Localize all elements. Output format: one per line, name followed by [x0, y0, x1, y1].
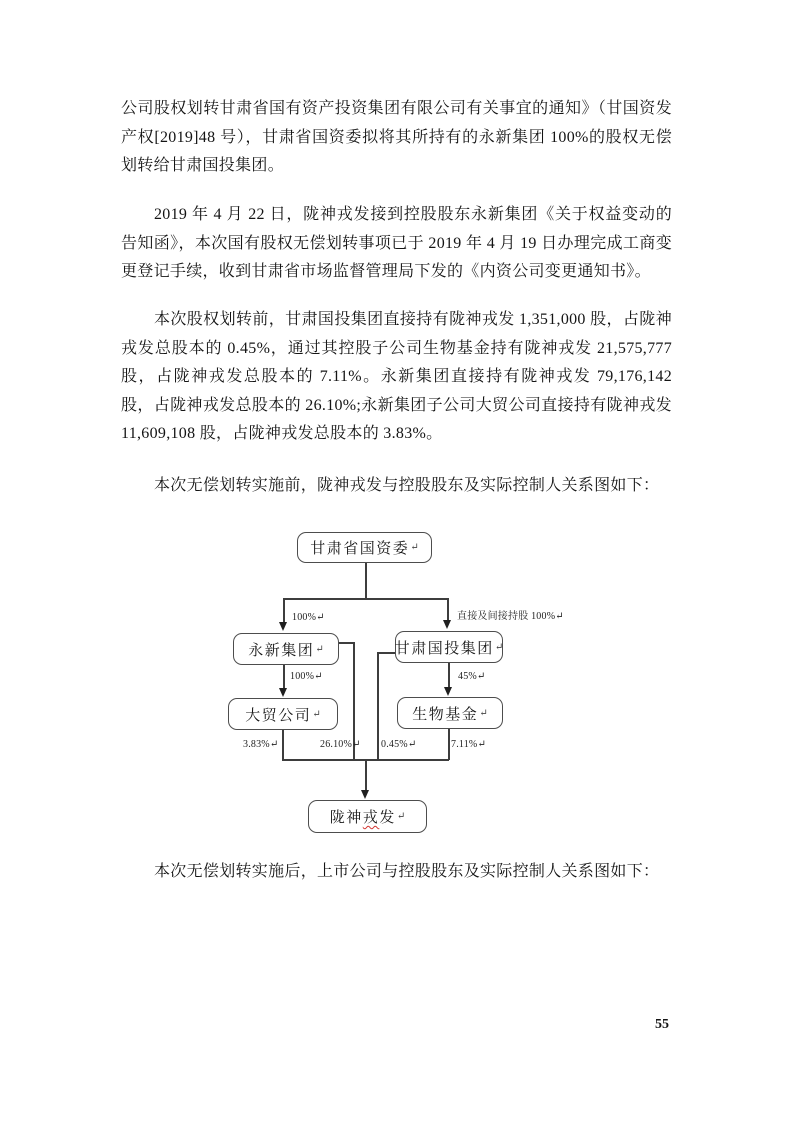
paragraph-equity-change-notice: 2019 年 4 月 22 日，陇神戎发接到控股股东永新集团《关于权益变动的告知函》，本次国有股权无偿划转事项已于 2019 年 4 月 19 日办理完成工商变更登记手续，收到甘肃省市场监督管理局下发的《内资公司变更通知书》。 — [121, 206, 672, 280]
node-bio-fund — [397, 697, 503, 729]
node-label: 大贸公司 — [245, 707, 312, 724]
connector-line — [282, 730, 284, 760]
connector-line — [365, 563, 367, 598]
arrowhead-down-icon — [443, 620, 451, 629]
return-mark-icon: ↵ — [315, 643, 324, 655]
node-label: 永新集团 — [248, 642, 315, 659]
arrowhead-down-icon — [279, 688, 287, 697]
ownership-structure-diagram — [0, 530, 793, 845]
node-label: 甘肃国投集团 — [394, 640, 494, 657]
connector-line — [283, 598, 448, 600]
arrowhead-down-icon — [361, 790, 369, 799]
paragraph-shareholding-before: 本次股权划转前，甘肃国投集团直接持有陇神戎发 1,351,000 股，占陇神戎发总股本的 0.45%，通过其控股子公司生物基金持有陇神戎发 21,575,777 股，占陇神戎发总股本的 7.11%。永新集团直接持有陇神戎发 79,176,142 股，占陇神戎发总股本的 26.10%;永新集团子公司大贸公司直接持有陇神戎发 11,609,108 股，占陇神戎发总股本的 3.83%。 — [121, 311, 672, 442]
connector-line — [447, 598, 449, 620]
edge-label-shengwu-longshen: 7.11%↵ — [451, 739, 487, 750]
edge-label-guotou-shengwu: 45%↵ — [458, 671, 486, 682]
arrowhead-down-icon — [279, 622, 287, 631]
connector-line — [377, 652, 379, 760]
node-label: 陇神 — [329, 810, 363, 826]
node-longshen-rongfa — [308, 800, 427, 833]
node-label: 发 — [379, 810, 396, 826]
return-mark-icon: ↵ — [312, 708, 321, 720]
node-gansu-sasac — [297, 532, 432, 563]
arrowhead-down-icon — [444, 687, 452, 696]
return-mark-icon: ↵ — [410, 542, 419, 553]
node-gansu-guotou-group — [395, 631, 503, 663]
return-mark-icon: ↵ — [494, 641, 504, 653]
return-mark-icon: ↵ — [479, 707, 488, 719]
caption-diagram-after: 本次无偿划转实施后，上市公司与控股股东及实际控制人关系图如下： — [154, 863, 660, 880]
connector-line — [283, 598, 285, 622]
node-label: 甘肃省国资委 — [310, 541, 410, 557]
return-mark-icon: ↵ — [396, 811, 406, 822]
connector-line — [283, 665, 285, 688]
connector-line — [377, 652, 395, 654]
edge-label-damao-longshen: 3.83%↵ — [243, 739, 279, 750]
node-yongxin-group — [233, 633, 339, 665]
edge-label-gov-yongxin: 100%↵ — [292, 612, 325, 623]
page-number: 55 — [655, 1017, 669, 1032]
edge-label-yongxin-damao: 100%↵ — [290, 671, 323, 682]
paragraph-transfer-notice: 公司股权划转甘肃省国有资产投资集团有限公司有关事宜的通知》（甘国资发产权[2019]48 号），甘肃省国资委拟将其所持有的永新集团 100%的股权无偿划转给甘肃国投集团。 — [121, 100, 672, 174]
connector-line — [448, 663, 450, 687]
edge-label-guotou-longshen: 0.45%↵ — [381, 739, 417, 750]
node-damao-company — [228, 698, 338, 730]
connector-line — [365, 759, 367, 791]
edge-label-yongxin-longshen: 26.10%↵ — [320, 739, 361, 750]
node-label: 生物基金 — [412, 706, 479, 723]
node-label-spellcheck: 戎 — [362, 810, 380, 826]
connector-line — [448, 729, 450, 760]
edge-label-gov-guotou: 直接及间接持股 100%↵ — [457, 611, 564, 622]
caption-diagram-before: 本次无偿划转实施前，陇神戎发与控股股东及实际控制人关系图如下： — [154, 477, 660, 494]
connector-line — [339, 642, 354, 644]
